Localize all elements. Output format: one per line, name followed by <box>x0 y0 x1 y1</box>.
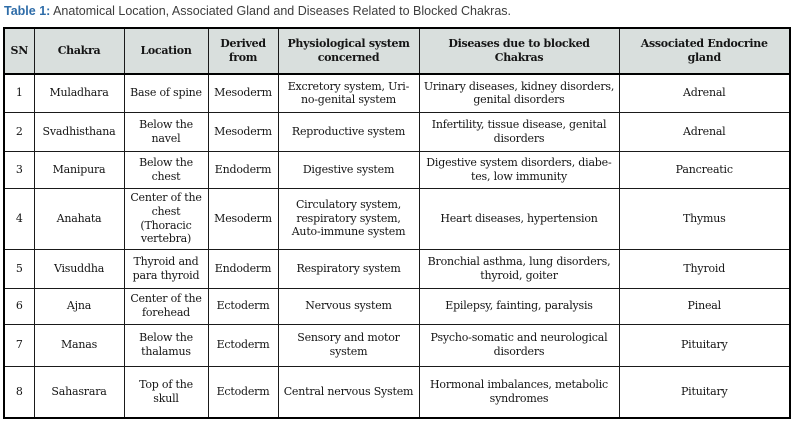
cell-location: Center of the forehead <box>124 288 208 324</box>
cell-physiological-system: Excretory system, Urino-genital system <box>278 74 419 112</box>
cell-sn: 7 <box>4 324 34 366</box>
cell-location: Base of spine <box>124 74 208 112</box>
column-header-location: Location <box>124 28 208 74</box>
table-caption-text: Anatomical Location, Associated Gland and Diseases Related to Blocked Chakras. <box>50 4 511 18</box>
table-row <box>4 249 790 288</box>
table-row <box>4 74 790 112</box>
cell-chakra: Muladhara <box>34 74 124 112</box>
cell-physiological-system: Central nervous System <box>278 366 419 418</box>
table-row <box>4 151 790 188</box>
cell-location: Thyroid and para thyroid <box>124 249 208 288</box>
cell-derived-from: Ectoderm <box>208 324 278 366</box>
column-header-diseases: Diseases due to blocked Chakras <box>419 28 619 74</box>
chakra-table <box>3 27 791 419</box>
table-row <box>4 112 790 151</box>
column-header-sn: SN <box>4 28 34 74</box>
table-row <box>4 366 790 418</box>
cell-location: Below the thalamus <box>124 324 208 366</box>
table-row <box>4 288 790 324</box>
cell-location: Center of the chest (Thoracic vertebra) <box>124 188 208 249</box>
cell-sn: 4 <box>4 188 34 249</box>
table-row <box>4 188 790 249</box>
cell-chakra: Anahata <box>34 188 124 249</box>
column-header-endocrine-gland <box>619 28 790 74</box>
cell-diseases: Epilepsy, fainting, paralysis <box>419 288 619 324</box>
cell-endocrine-gland: Pancreatic <box>619 151 790 188</box>
table-caption-label: Table 1: <box>4 4 51 18</box>
cell-sn: 8 <box>4 366 34 418</box>
table-row <box>4 324 790 366</box>
cell-location: Below the navel <box>124 112 208 151</box>
cell-endocrine-gland: Adrenal <box>619 112 790 151</box>
column-header-physiological-system: Physiological system concerned <box>278 28 419 74</box>
cell-diseases: Bronchial asthma, lung disorders, thyroid, goiter <box>419 249 619 288</box>
cell-derived-from: Mesoderm <box>208 112 278 151</box>
column-header-endocrine-gland-label: Associated Endocrine gland <box>640 37 768 64</box>
cell-chakra: Svadhisthana <box>34 112 124 151</box>
cell-diseases: Urinary diseases, kidney disorders, genital disorders <box>419 74 619 112</box>
cell-diseases: Infertility, tissue disease, genital disorders <box>419 112 619 151</box>
cell-chakra: Manas <box>34 324 124 366</box>
cell-derived-from: Endoderm <box>208 151 278 188</box>
cell-chakra: Manipura <box>34 151 124 188</box>
cell-endocrine-gland: Thymus <box>619 188 790 249</box>
cell-diseases: Psycho-somatic and neurological disorders <box>419 324 619 366</box>
column-header-chakra: Chakra <box>34 28 124 74</box>
cell-diseases: Digestive system disorders, diabetes, low immunity <box>419 151 619 188</box>
cell-sn: 1 <box>4 74 34 112</box>
header-row <box>4 28 790 74</box>
cell-derived-from: Mesoderm <box>208 74 278 112</box>
table-caption <box>4 4 789 19</box>
cell-endocrine-gland: Thyroid <box>619 249 790 288</box>
cell-endocrine-gland: Pituitary <box>619 366 790 418</box>
cell-diseases: Heart diseases, hypertension <box>419 188 619 249</box>
cell-physiological-system: Digestive system <box>278 151 419 188</box>
cell-location: Top of the skull <box>124 366 208 418</box>
cell-physiological-system: Reproductive system <box>278 112 419 151</box>
cell-sn: 6 <box>4 288 34 324</box>
cell-diseases: Hormonal imbalances, metabolic syndromes <box>419 366 619 418</box>
cell-chakra: Sahasrara <box>34 366 124 418</box>
cell-sn: 2 <box>4 112 34 151</box>
cell-chakra: Visuddha <box>34 249 124 288</box>
cell-endocrine-gland: Pituitary <box>619 324 790 366</box>
cell-derived-from: Ectoderm <box>208 366 278 418</box>
cell-chakra: Ajna <box>34 288 124 324</box>
cell-physiological-system: Nervous system <box>278 288 419 324</box>
cell-derived-from: Endoderm <box>208 249 278 288</box>
cell-derived-from: Ectoderm <box>208 288 278 324</box>
cell-physiological-system: Sensory and motor system <box>278 324 419 366</box>
cell-endocrine-gland: Pineal <box>619 288 790 324</box>
cell-physiological-system: Respiratory system <box>278 249 419 288</box>
cell-sn: 3 <box>4 151 34 188</box>
cell-derived-from: Mesoderm <box>208 188 278 249</box>
cell-endocrine-gland: Adrenal <box>619 74 790 112</box>
cell-location: Below the chest <box>124 151 208 188</box>
cell-physiological-system: Circulatory system, respiratory system, Auto-immune system <box>278 188 419 249</box>
cell-sn: 5 <box>4 249 34 288</box>
column-header-derived-from: Derived from <box>208 28 278 74</box>
